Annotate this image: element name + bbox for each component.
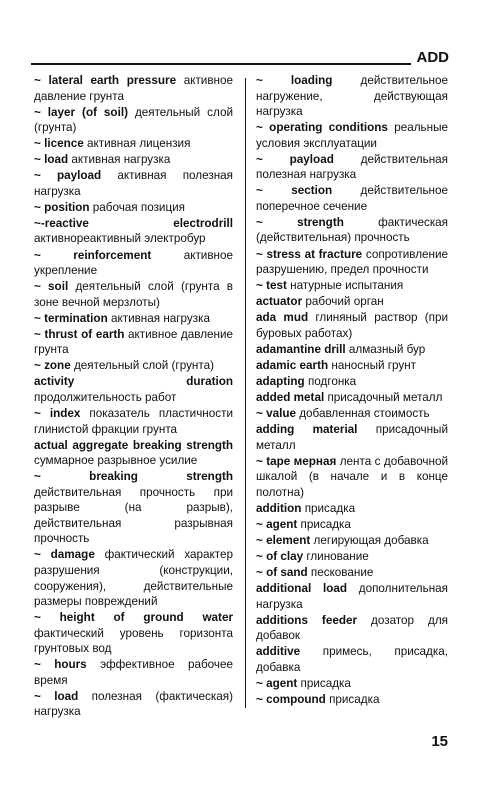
dictionary-entry bbox=[34, 689, 233, 720]
entry-term: ~ hours bbox=[34, 658, 87, 672]
dictionary-entry bbox=[34, 358, 233, 374]
entry-term: ~ value bbox=[256, 406, 296, 420]
entry-definition: подгонка bbox=[307, 374, 357, 388]
entry-term: ~ lateral earth pressure bbox=[34, 74, 177, 87]
dictionary-entry bbox=[34, 279, 233, 310]
entry-term: added metal bbox=[256, 390, 325, 404]
entry-definition: деятельный слой (грунта) bbox=[34, 105, 233, 135]
entry-term: additions feeder bbox=[256, 613, 358, 627]
dictionary-entry bbox=[34, 374, 233, 405]
entry-term: ~ damage bbox=[34, 548, 95, 562]
dictionary-entry bbox=[256, 644, 448, 675]
entry-definition: полезная (фактическая) нагрузка bbox=[34, 689, 233, 719]
entry-definition: дозатор для добавок bbox=[256, 613, 448, 643]
dictionary-entry bbox=[256, 422, 448, 453]
entry-term: addition bbox=[256, 501, 302, 515]
dictionary-entry bbox=[256, 294, 448, 310]
dictionary-entry bbox=[256, 390, 448, 406]
entry-definition: фактический уровень горизонта грунтовых вод bbox=[34, 626, 233, 656]
right-column bbox=[256, 73, 448, 708]
entry-term: adding material bbox=[256, 423, 358, 437]
dictionary-entry bbox=[256, 613, 448, 644]
entry-definition: рабочая позиция bbox=[92, 200, 186, 214]
entry-term: ~ element bbox=[256, 533, 311, 547]
entry-definition: присадка bbox=[304, 501, 356, 515]
dictionary-entry bbox=[34, 547, 233, 609]
dictionary-entry bbox=[256, 310, 448, 341]
dictionary-entry bbox=[256, 501, 448, 517]
entry-definition: натурные испытания bbox=[290, 279, 404, 293]
dictionary-entry bbox=[256, 120, 448, 151]
entry-term: ~ load bbox=[34, 153, 69, 167]
dictionary-entry bbox=[34, 105, 233, 136]
entry-definition: реальные условия эксплуатации bbox=[256, 121, 448, 150]
page-header bbox=[31, 48, 449, 68]
entry-term: ~ load bbox=[34, 689, 79, 703]
dictionary-entry bbox=[256, 278, 448, 294]
dictionary-entry bbox=[34, 168, 233, 199]
entry-definition: присадочный металл bbox=[327, 390, 443, 404]
dictionary-entry bbox=[256, 152, 448, 183]
entry-definition: наносный грунт bbox=[331, 358, 417, 372]
entry-definition: фактическая (действительная) прочность bbox=[256, 215, 449, 245]
dictionary-entry bbox=[34, 311, 233, 327]
header-rule bbox=[31, 63, 411, 65]
entry-term: adamantine drill bbox=[256, 342, 346, 356]
dictionary-entry bbox=[256, 73, 448, 120]
entry-term: ~ zone bbox=[34, 359, 71, 373]
entry-definition: присадка bbox=[329, 692, 380, 706]
dictionary-entry bbox=[256, 183, 448, 214]
entry-definition: суммарное разрывное усилие bbox=[34, 454, 198, 468]
entry-term: ~ thrust of earth bbox=[34, 327, 125, 341]
entry-definition: действительное нагружение, действующая нагрузка bbox=[256, 74, 449, 119]
dictionary-entry bbox=[34, 657, 233, 688]
entry-definition: лента с добавочной шкалой (в начале и в конце полотна) bbox=[256, 454, 449, 499]
entry-definition: действительная прочность при разрыве (на разрыв), действительная разрывная прочность bbox=[34, 485, 233, 546]
dictionary-entry bbox=[34, 469, 233, 547]
dictionary-entry bbox=[256, 549, 448, 565]
entry-definition: фактический характер разрушения (конструкции, сооружения), действительные размеры повреждений bbox=[34, 548, 234, 609]
entry-term: ~-reactive electrodrill bbox=[34, 216, 233, 230]
entry-definition: активная лицензия bbox=[86, 137, 191, 151]
entry-term: ~ loading bbox=[256, 74, 333, 87]
entry-term: ~ stress at fracture bbox=[256, 247, 363, 261]
entry-definition: сопротивление разрушению, предел прочности bbox=[256, 247, 449, 277]
entry-term: ~ soil bbox=[34, 280, 69, 294]
entry-definition: рабочий орган bbox=[305, 295, 384, 309]
entry-term: ~ section bbox=[256, 184, 333, 198]
entry-definition: эффективное рабочее время bbox=[34, 658, 233, 687]
dictionary-entry bbox=[34, 152, 233, 168]
entry-term: ada mud bbox=[256, 311, 309, 325]
dictionary-entry bbox=[34, 438, 233, 469]
entry-definition: присадка bbox=[300, 517, 351, 531]
entry-term: ~ height of ground water bbox=[34, 611, 233, 625]
dictionary-entry bbox=[34, 136, 233, 152]
header-guide-word: ADD bbox=[416, 49, 449, 66]
dictionary-entry bbox=[34, 73, 233, 104]
dictionary-entry bbox=[256, 215, 448, 246]
dictionary-entry bbox=[256, 342, 448, 358]
dictionary-entry bbox=[256, 581, 448, 612]
entry-term: actual aggregate breaking strength bbox=[34, 438, 233, 452]
entry-term: ~ licence bbox=[34, 137, 84, 151]
entry-definition: продолжительность работ bbox=[34, 390, 177, 404]
dictionary-entry bbox=[256, 406, 448, 422]
entry-term: activity duration bbox=[34, 375, 233, 389]
entry-term: additional load bbox=[256, 582, 347, 595]
entry-term: ~ payload bbox=[34, 169, 102, 183]
entry-definition: показатель пластичности глинистой фракции грунта bbox=[34, 406, 233, 436]
entry-term: adamic earth bbox=[256, 358, 329, 372]
entry-term: additive bbox=[256, 645, 301, 659]
dictionary-entry bbox=[34, 200, 233, 216]
entry-term: ~ operating conditions bbox=[256, 121, 388, 135]
entry-definition: активнореактивный электробур bbox=[34, 232, 206, 246]
entry-definition: активное укрепление bbox=[34, 248, 233, 278]
entry-term: ~ reinforcement bbox=[34, 248, 152, 262]
dictionary-entry bbox=[34, 327, 233, 358]
entry-term: ~ agent bbox=[256, 517, 298, 531]
dictionary-entry bbox=[34, 216, 233, 247]
entry-term: ~ of sand bbox=[256, 565, 308, 579]
entry-term: ~ index bbox=[34, 406, 81, 420]
entry-term: adapting bbox=[256, 374, 305, 388]
entry-term: ~ tape мерная bbox=[256, 454, 337, 468]
entry-definition: действительная полезная нагрузка bbox=[256, 152, 448, 182]
entry-definition: дополнительная нагрузка bbox=[256, 582, 449, 611]
entry-definition: присадка bbox=[300, 676, 351, 690]
dictionary-entry bbox=[256, 533, 448, 549]
dictionary-entry bbox=[256, 454, 448, 501]
left-column bbox=[34, 73, 233, 720]
entry-definition: деятельный слой (грунта в зоне вечной мерзлоты) bbox=[34, 280, 234, 309]
dictionary-entry bbox=[256, 565, 448, 581]
entry-definition: глинование bbox=[306, 549, 369, 563]
entry-definition: активное давление грунта bbox=[34, 74, 233, 103]
entry-definition: легирующая добавка bbox=[313, 533, 429, 547]
entry-definition: активная нагрузка bbox=[110, 311, 210, 325]
dictionary-entry bbox=[256, 374, 448, 390]
entry-term: ~ termination bbox=[34, 311, 108, 325]
entry-term: ~ layer (of soil) bbox=[34, 105, 128, 119]
dictionary-entry bbox=[256, 692, 448, 708]
column-divider bbox=[245, 78, 246, 708]
entry-definition: активное давление грунта bbox=[34, 327, 233, 357]
dictionary-entry bbox=[256, 358, 448, 374]
entry-term: ~ payload bbox=[256, 152, 334, 166]
entry-definition: деятельный слой (грунта) bbox=[73, 359, 214, 373]
entry-definition: активная полезная нагрузка bbox=[34, 169, 233, 198]
entry-definition: примесь, присадка, добавка bbox=[256, 645, 448, 674]
entry-definition: алмазный бур bbox=[348, 342, 426, 356]
page-number: 15 bbox=[431, 733, 448, 750]
entry-term: ~ agent bbox=[256, 676, 298, 690]
entry-definition: добавленная стоимость bbox=[299, 406, 430, 420]
entry-term: ~ breaking strength bbox=[34, 470, 233, 484]
entry-definition: активная нагрузка bbox=[71, 153, 171, 167]
dictionary-entry bbox=[34, 248, 233, 279]
dictionary-entry bbox=[256, 676, 448, 692]
entry-term: ~ test bbox=[256, 279, 287, 293]
dictionary-entry bbox=[34, 610, 233, 657]
dictionary-entry bbox=[256, 517, 448, 533]
entry-term: ~ position bbox=[34, 200, 90, 214]
entry-definition: пескование bbox=[310, 565, 374, 579]
entry-definition: присадочный металл bbox=[256, 423, 448, 452]
entry-term: ~ of clay bbox=[256, 549, 304, 563]
dictionary-entry bbox=[34, 406, 233, 437]
entry-term: ~ compound bbox=[256, 692, 326, 706]
dictionary-entry bbox=[256, 247, 448, 278]
entry-definition: глиняный раствор (при буровых работах) bbox=[256, 311, 448, 340]
entry-term: ~ strength bbox=[256, 215, 344, 229]
entry-term: actuator bbox=[256, 295, 303, 309]
entry-definition: действительное поперечное сечение bbox=[256, 184, 448, 213]
